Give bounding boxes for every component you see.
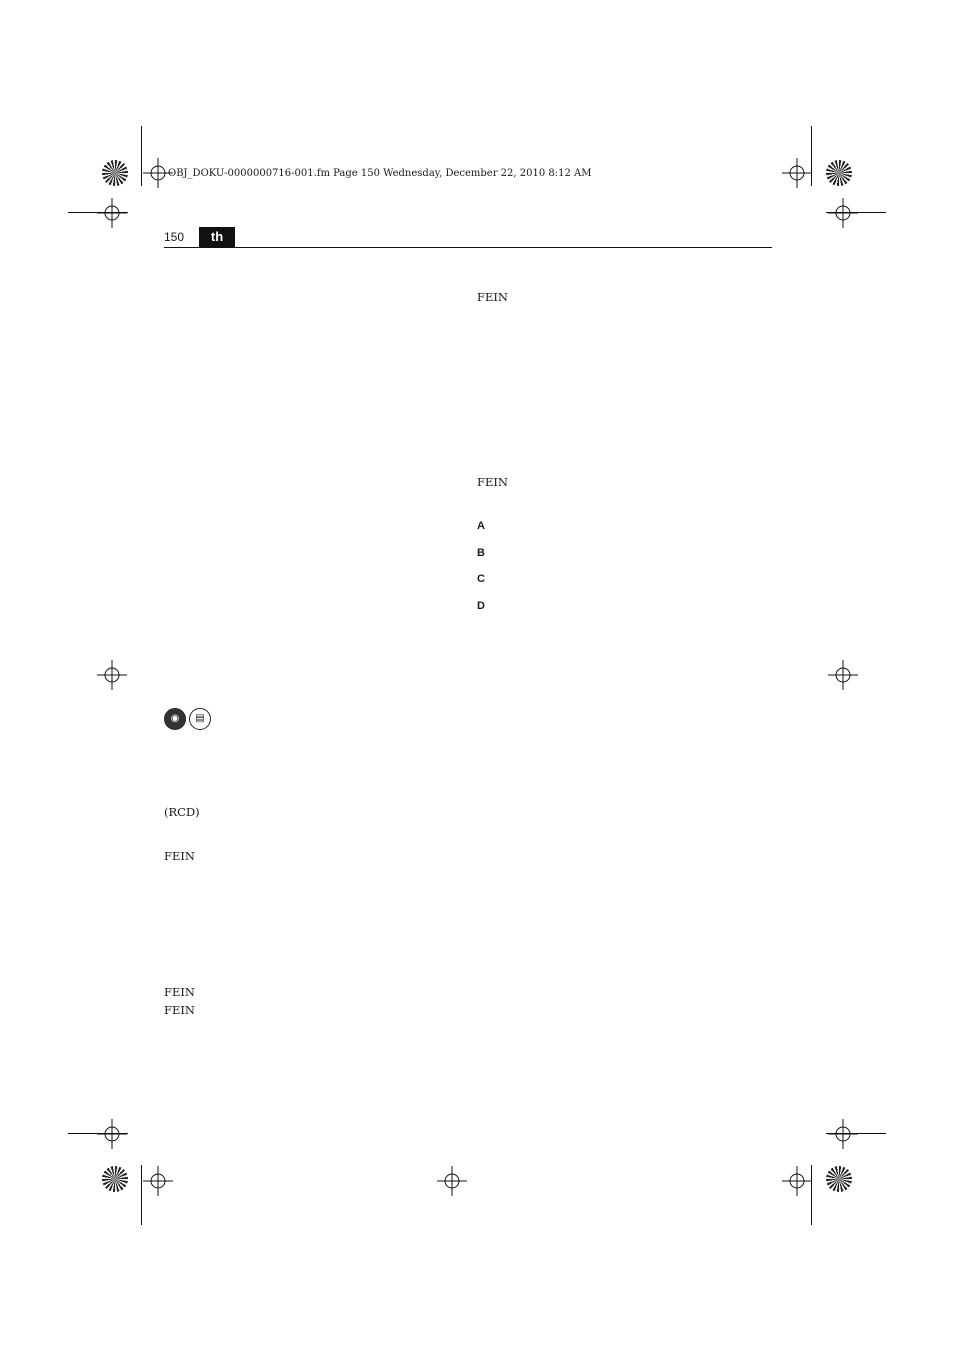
eye-protection-icon: ◉ [164,708,186,730]
crop-mark-line [141,1165,142,1225]
list-item [477,518,769,536]
list-item [477,571,769,589]
file-slug: OBJ_DOKU-0000000716-001.fm Page 150 Wednesday, December 22, 2010 8:12 AM [168,168,592,179]
crosshair-icon [828,1119,858,1149]
section-heading-service [164,678,456,700]
text-line [477,324,769,342]
registration-dial-icon [102,1166,128,1192]
registration-dial-icon [826,1166,852,1192]
crosshair-icon [828,660,858,690]
text-line [164,786,456,804]
text-line [164,536,456,554]
section-heading-warranty [164,919,456,941]
page-number: 150 [164,230,185,244]
crop-mark-line [141,126,142,186]
header-rule [164,247,772,248]
text-line [164,769,456,787]
text-line [164,734,456,752]
crosshair-icon [97,1119,127,1149]
section-heading-conformity [477,259,769,281]
fein-fragment: FEIN [477,290,508,304]
text-line [164,1028,456,1046]
text-line [164,1063,456,1081]
crosshair-icon [97,660,127,690]
text-line [164,434,456,452]
rcd-fragment: (RCD) [164,804,200,819]
text-line [477,417,769,435]
fein-fragment: FEIN [164,1002,195,1017]
text-line [164,452,456,470]
list-item [477,545,769,563]
text-line [164,382,456,400]
text-line [164,399,456,417]
text-line [477,382,769,400]
fein-fragment: FEIN [164,985,195,999]
left-column [164,259,456,1081]
text-line [164,329,456,347]
crosshair-icon [782,1166,812,1196]
crosshair-icon [828,198,858,228]
text-line [164,967,456,985]
text-line [164,364,456,382]
text-line [164,624,456,642]
parts-heading-line [164,874,456,892]
text-line [164,650,456,668]
text-line [164,259,456,277]
text-line [164,417,456,435]
crosshair-icon [97,198,127,228]
text-line [164,830,456,848]
section-heading-accessories [477,444,769,466]
crosshair-icon [143,1166,173,1196]
list-item-key: A [477,520,485,532]
list-item-key: D [477,599,485,612]
text-line [164,751,456,769]
text-line [164,892,456,910]
text-line [164,509,456,527]
list-item-key: B [477,546,485,559]
registration-dial-icon [102,160,128,186]
text-line [164,580,456,598]
fein-fragment: FEIN [477,475,508,489]
text-line [164,294,456,312]
section-heading-environment [477,352,769,374]
service-paragraph [164,708,456,822]
text-line [477,492,769,510]
text-line [164,312,456,330]
crosshair-icon [782,158,812,188]
list-item [477,598,769,616]
text-line [477,399,769,417]
safety-icons [164,708,211,730]
text-line [164,562,456,580]
text-line [477,307,769,325]
registration-dial-icon [826,160,852,186]
text-line [164,1046,456,1064]
text-line [164,949,456,967]
intro-paragraph [164,259,456,469]
read-instructions-icon: ▤ [189,708,211,730]
text-line [164,606,456,624]
right-column [477,259,769,624]
text-line [164,347,456,365]
language-tag: th [199,227,235,247]
fein-fragment: FEIN [164,848,195,863]
crosshair-icon [437,1166,467,1196]
text-line [164,277,456,295]
section-heading-instructions [164,479,456,501]
list-item-key: C [477,573,485,585]
